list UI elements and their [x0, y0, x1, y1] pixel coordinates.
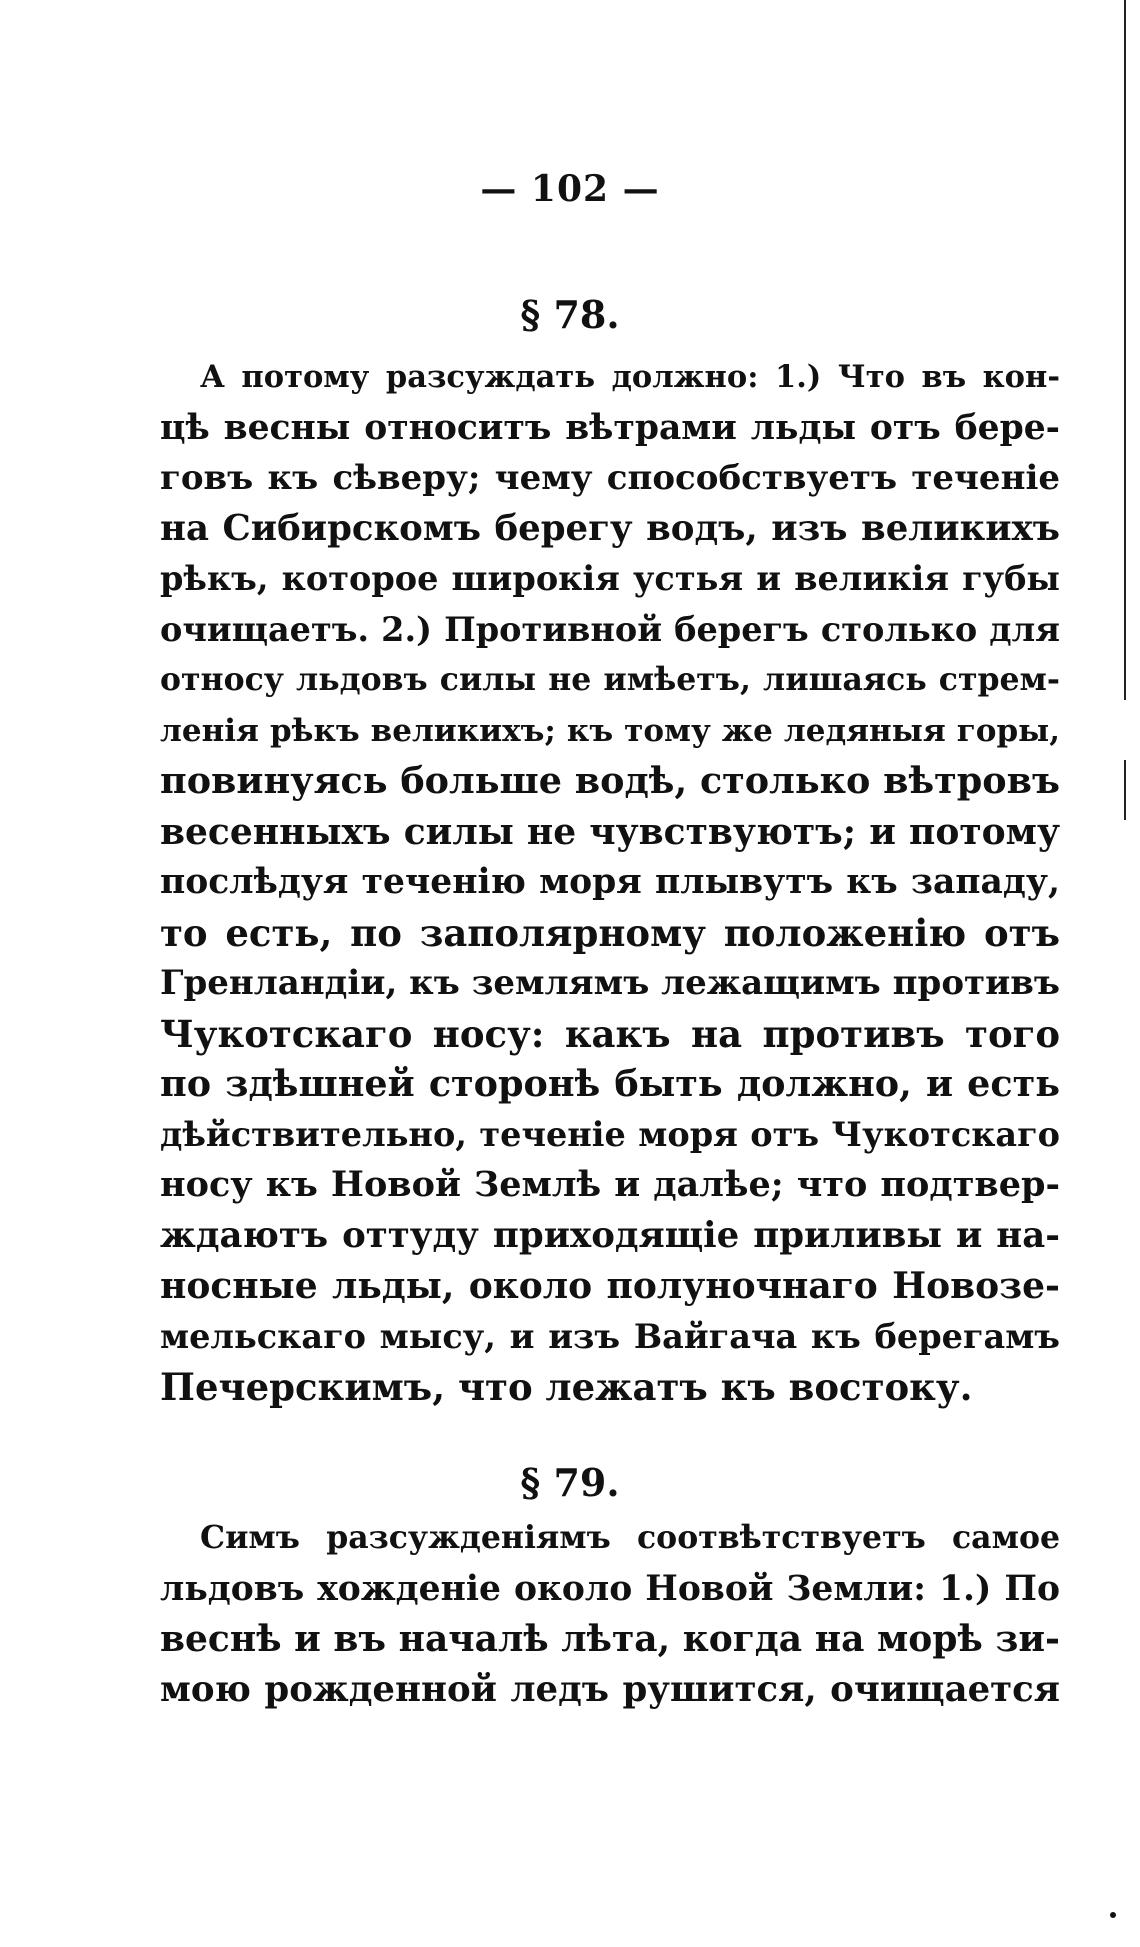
section-heading-78: § 78. — [520, 292, 620, 337]
ink-speck — [1110, 1912, 1116, 1918]
text-line: Симъ разсужденіямъ соотвѣтствуетъ самое — [200, 1519, 1060, 1556]
text-line: мою рожденной ледъ рушится, очищается — [160, 1668, 1060, 1710]
page-edge-line — [1124, 0, 1126, 700]
text-line: веснѣ и въ началѣ лѣта, когда на морѣ зи- — [160, 1618, 1060, 1660]
text-line: дѣйствительно, теченіе моря отъ Чукотскаго — [160, 1114, 1060, 1154]
text-line: А потому разсуждать должно: 1.) Что въ кон- — [200, 359, 1060, 395]
text-line: ленія рѣкъ великихъ; къ тому же ледяныя горы, — [160, 712, 1060, 749]
text-line: Гренландіи, къ землямъ лежащимъ противъ — [160, 963, 1060, 1003]
text-line: носные льды, около полуночнаго Новозе- — [160, 1265, 1060, 1307]
text-line: очищаетъ. 2.) Противной берегъ столько для — [160, 609, 1060, 649]
text-line: то есть, по заполярному положенію отъ — [160, 910, 1060, 955]
text-line: говъ къ сѣверу; чему способствуетъ теченіе — [160, 458, 1060, 498]
text-line: Печерскимъ, что лежатъ къ востоку. — [160, 1365, 973, 1409]
text-line: по здѣшней сторонѣ быть должно, и есть — [160, 1062, 1060, 1105]
text-line: льдовъ хожденіе около Новой Земли: 1.) По — [160, 1568, 1060, 1609]
section-79-text — [160, 1513, 1060, 1715]
text-line: послѣдуя теченію моря плывутъ къ западу, — [160, 862, 1060, 902]
text-line: ждаютъ оттуду приходящіе приливы и на- — [160, 1214, 1060, 1256]
section-78-text — [160, 352, 1060, 1413]
page-edge-line-lower — [1124, 760, 1126, 820]
text-line: цѣ весны относитъ вѣтрами льды отъ бере- — [160, 407, 1060, 448]
section-heading-79: § 79. — [520, 1460, 620, 1505]
text-line: носу къ Новой Землѣ и далѣе; что подтвер- — [160, 1164, 1060, 1205]
text-line: весенныхъ силы не чувствуютъ; и потому — [160, 810, 1060, 853]
text-line: мельскаго мысу, и изъ Вайгача къ берегамъ — [160, 1316, 1060, 1356]
text-line: повинуясь больше водѣ, столько вѣтровъ — [160, 759, 1060, 802]
text-line: рѣкъ, которое широкія устья и великія губы — [160, 559, 1060, 598]
page-number: — 102 — — [480, 168, 660, 210]
text-line: на Сибирскомъ берегу водъ, изъ великихъ — [160, 507, 1060, 549]
text-line: Чукотскаго носу: какъ на противъ того — [160, 1011, 1060, 1056]
text-line: относу льдовъ силы не имѣетъ, лишаясь стрем- — [160, 661, 1060, 698]
